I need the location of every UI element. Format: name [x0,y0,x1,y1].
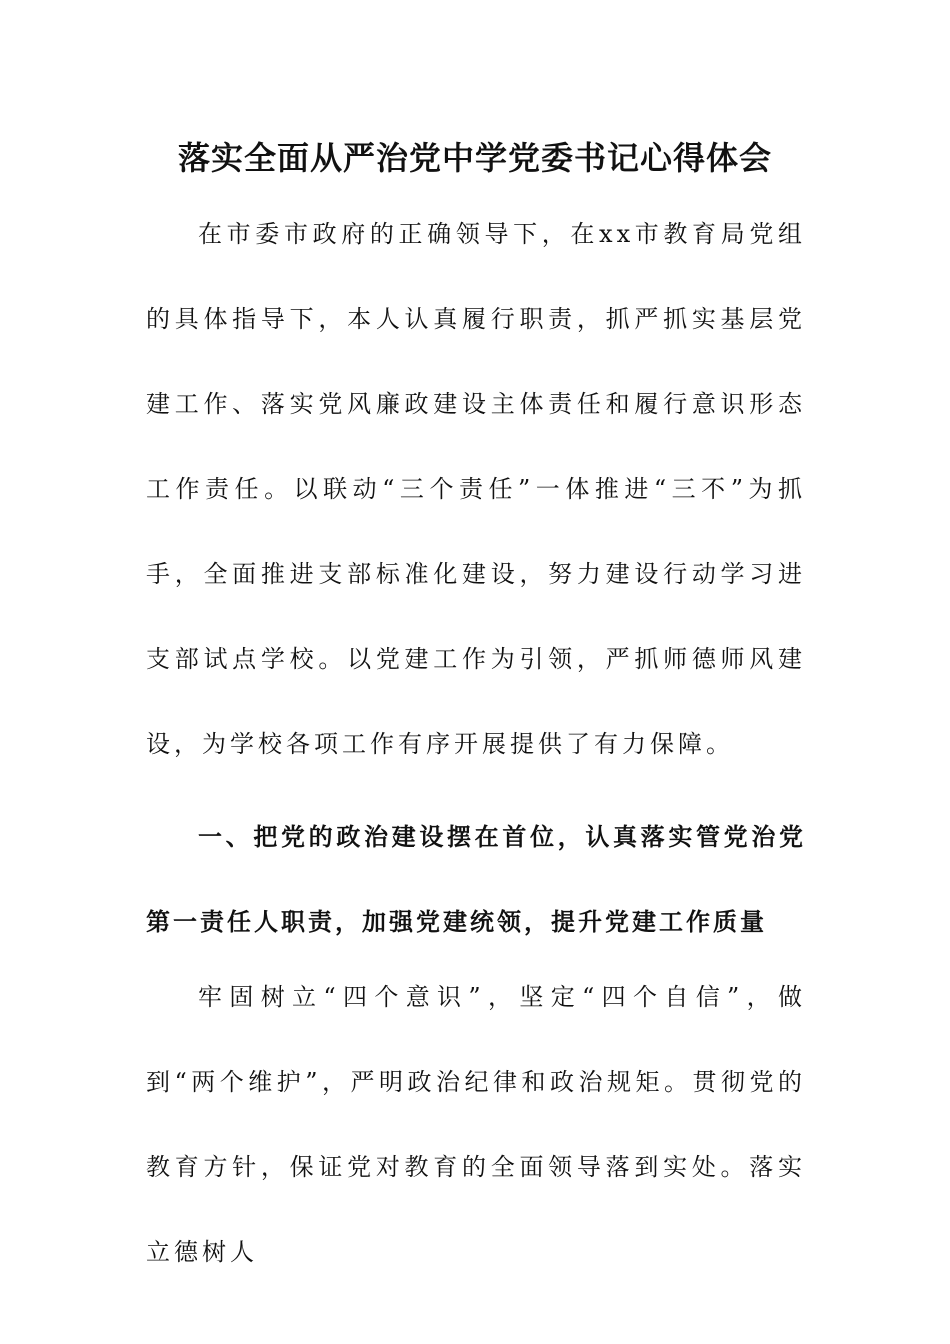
body-paragraph-intro: 在市委市政府的正确领导下，在xx市教育局党组的具体指导下，本人认真履行职责，抓严抓实基层党建工作、落实党风廉政建设主体责任和履行意识形态工作责任。以联动“三个责任”一体推进“三不”为抓手，全面推进支部标准化建设，努力建设行动学习进支部试点学校。以党建工作为引领，严抓师德师风建设，为学校各项工作有序开展提供了有力保障。 [146,220,806,758]
body-paragraph-section-1: 牢固树立“四个意识”，坚定“四个自信”，做到“两个维护”，严明政治纪律和政治规矩。贯彻党的教育方针，保证党对教育的全面领导落到实处。落实立德树人 [146,983,806,1266]
section-heading-1: 一、把党的政治建设摆在首位，认真落实管党治党第一责任人职责，加强党建统领，提升党建工作质量 [146,823,806,936]
document-title: 落实全面从严治党中学党委书记心得体会 [177,139,772,177]
